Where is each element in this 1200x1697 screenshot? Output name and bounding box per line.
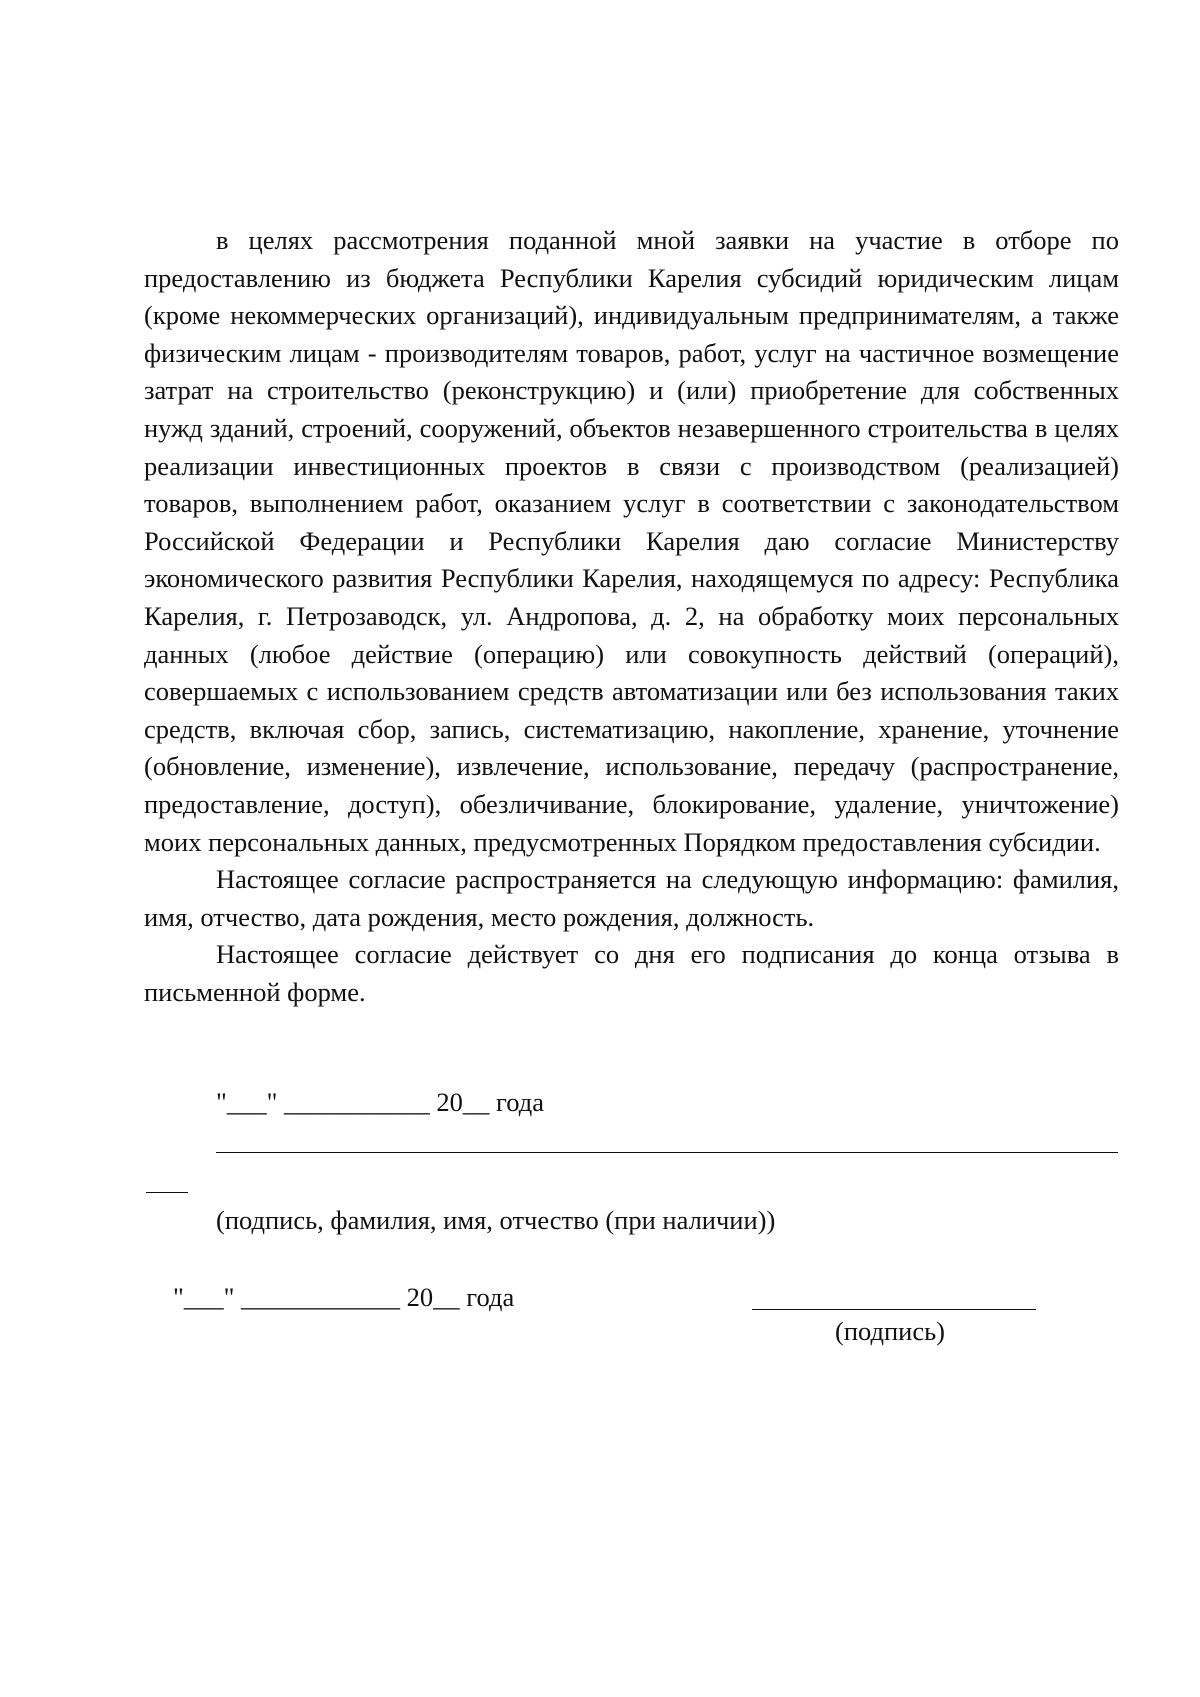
- signature-caption-first: (подпись, фамилия, имя, отчество (при наличии)): [216, 1205, 776, 1235]
- consent-paragraph-main: в целях рассмотрения поданной мной заявки на участие в отборе по предоставлению из бюджета Республики Карелия субсидий юридическим лицам (кроме некоммерческих организаций), индивидуальным предпринимателям, а также физическим лицам - производителям товаров, работ, услуг на частичное возмещение затрат на строительство (реконструкцию) и (или) приобретение для собственных нужд зданий, строений, сооружений, объектов незавершенного строительства в целях реализации инвестиционных проектов в связи с производством (реализацией) товаров, выполнением работ, оказанием услуг в соответствии с законодательством Российской Федерации и Республики Карелия даю согласие Министерству экономического развития Республики Карелия, находящемуся по адресу: Республика Карелия, г. Петрозаводск, ул. Андропова, д. 2, на обработку моих персональных данных (любое действие (операцию) или совокупность действий (операций), совершаемых с использованием средств автоматизации или без использования таких средств, включая сбор, запись, систематизацию, накопление, хранение, уточнение (обновление, изменение), извлечение, использование, передачу (распространение, предоставление, доступ), обезличивание, блокирование, удаление, уничтожение) моих персональных данных, предусмотренных Порядком предоставления субсидии.: [144, 225, 1119, 857]
- consent-text: [144, 222, 1119, 1011]
- signature-line-first-continuation: [146, 1192, 188, 1193]
- signature-line-first: [216, 1152, 1118, 1153]
- signature-line-second: [752, 1309, 1036, 1310]
- consent-paragraph-validity: Настоящее согласие действует со дня его подписания до конца отзыва в письменной форме.: [144, 939, 1119, 1007]
- date-line-second: "___" ____________ 20__ года: [173, 1282, 515, 1312]
- signature-caption-second: (подпись): [835, 1316, 946, 1346]
- date-line-first: "___" ___________ 20__ года: [216, 1087, 544, 1117]
- consent-paragraph-scope: Настоящее согласие распространяется на следующую информацию: фамилия, имя, отчество, дата рождения, место рождения, должность.: [144, 864, 1119, 932]
